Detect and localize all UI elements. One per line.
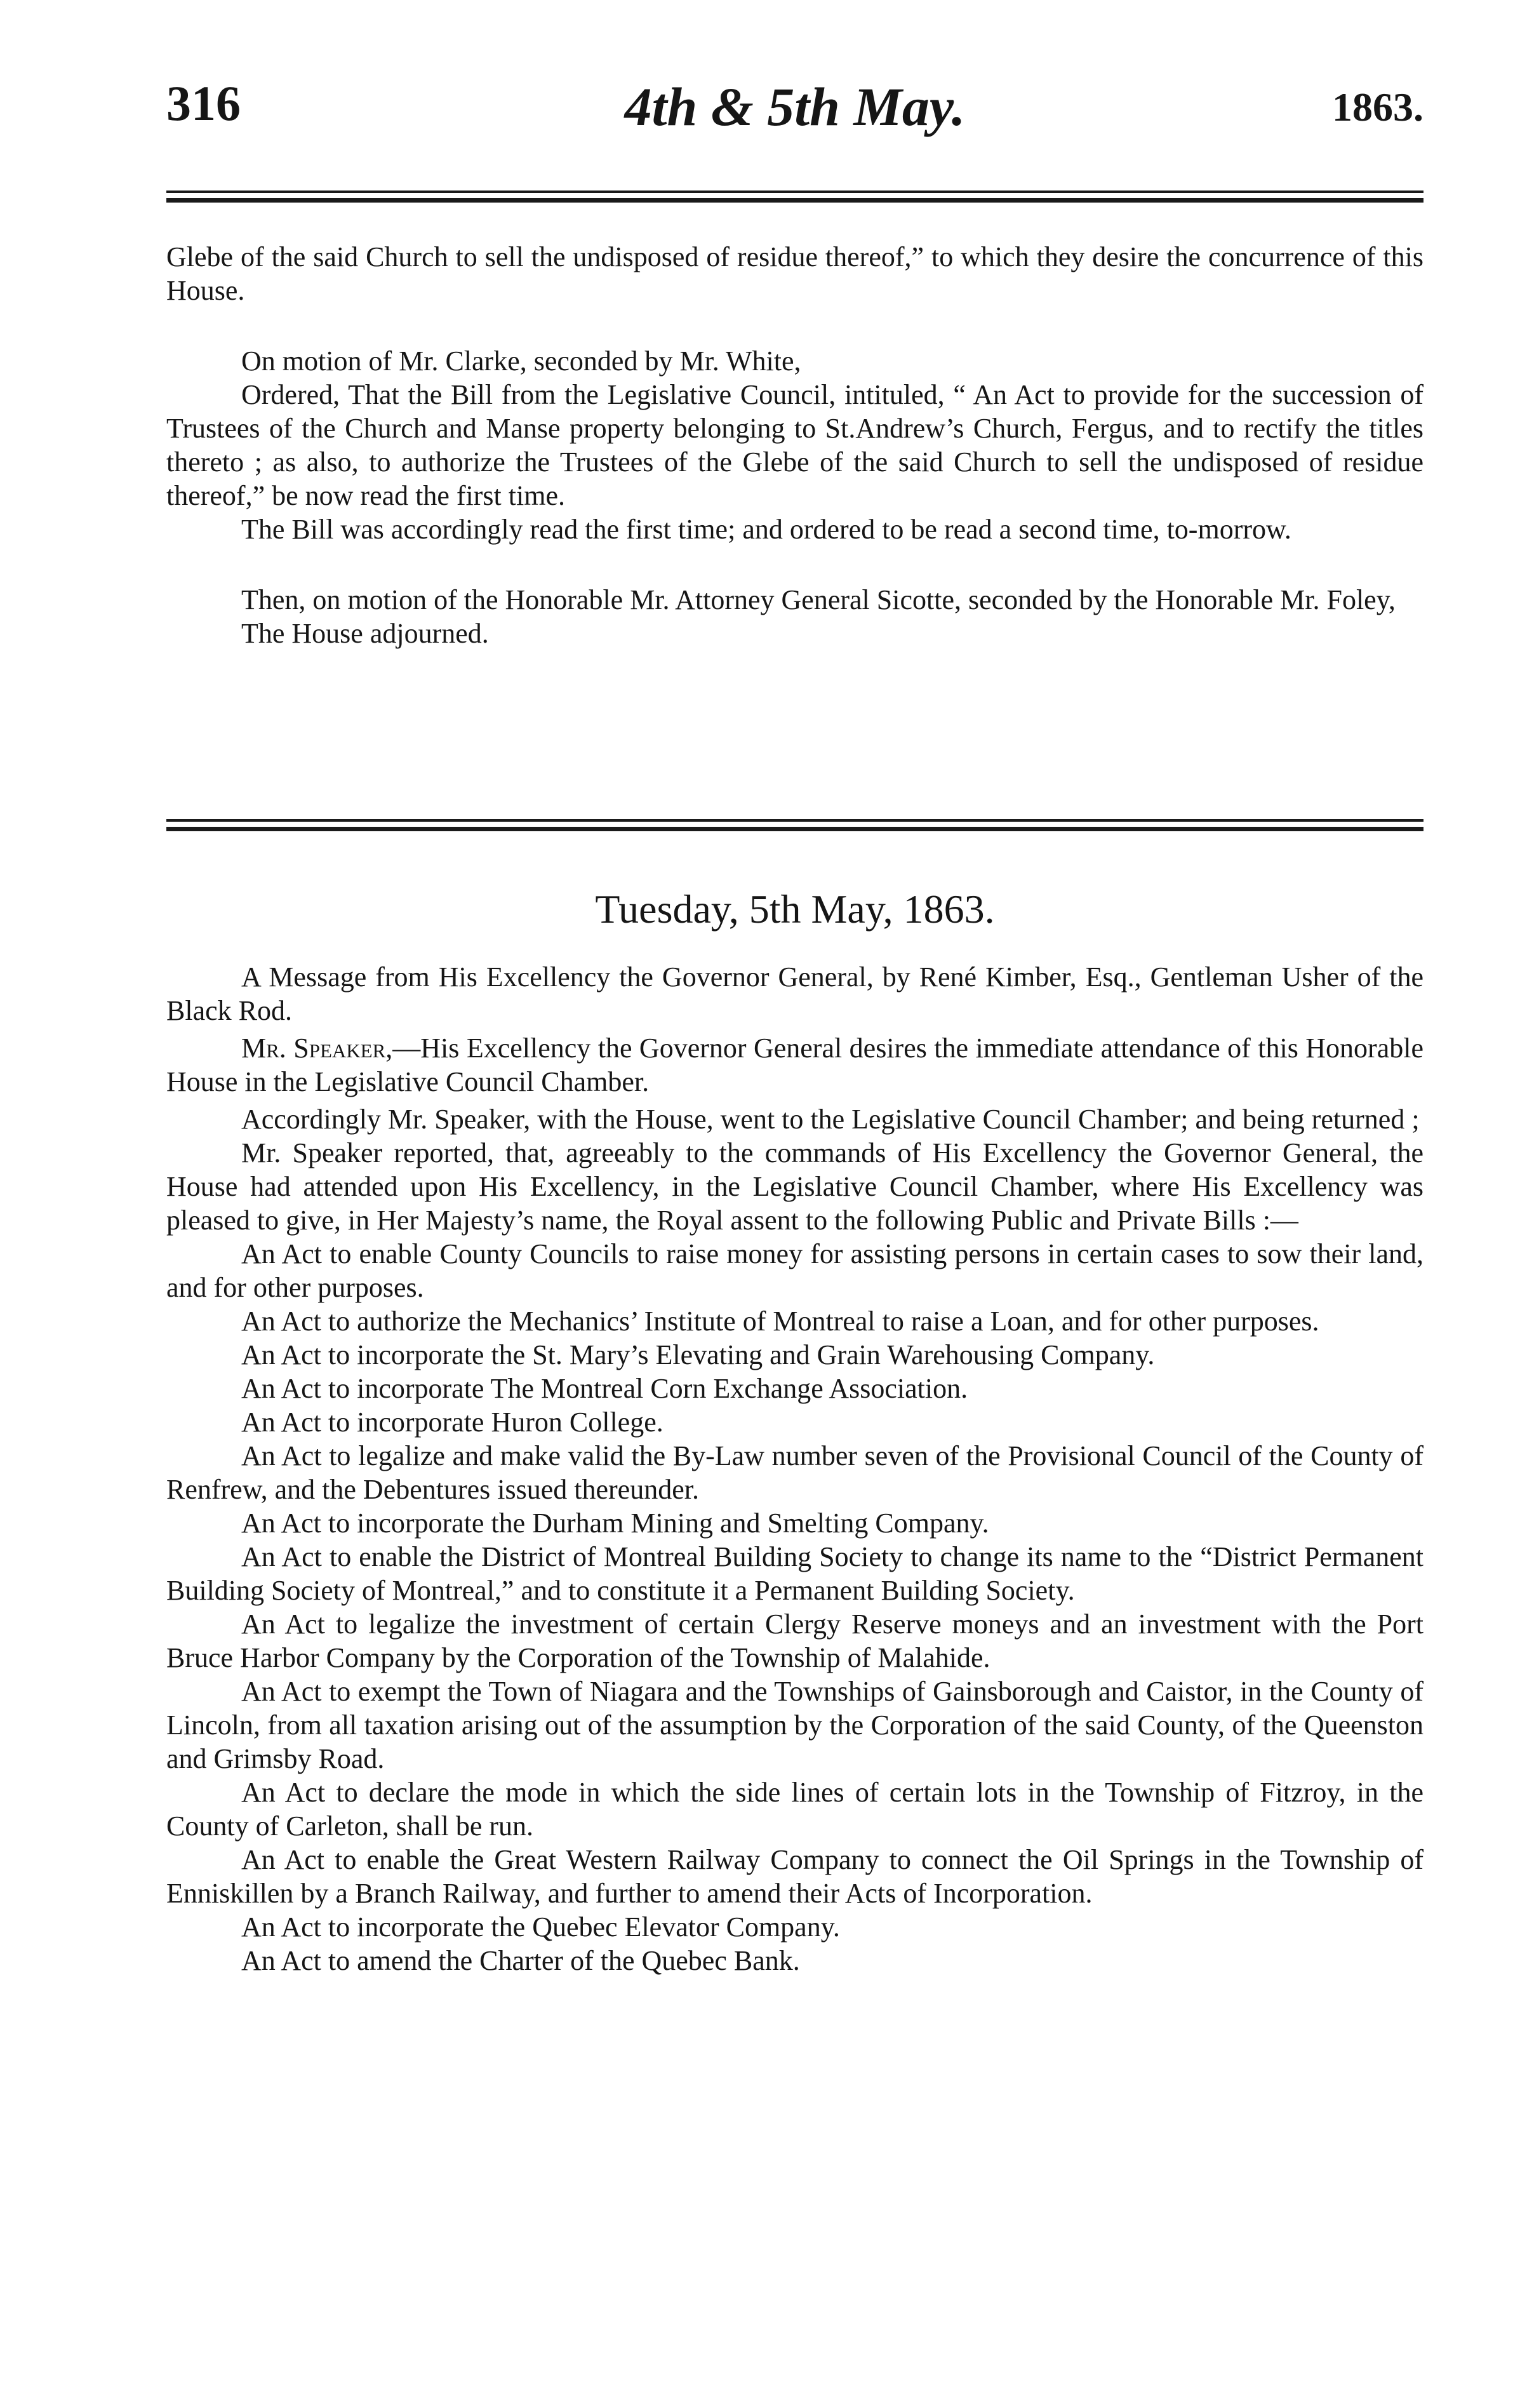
act-item: An Act to enable the Great Western Railway Company to connect the Oil Springs in the Township of Enniskillen by a Branch Railway, and further to amend their Acts of Incorporation.	[166, 1844, 1423, 1909]
adjourned-line: The House adjourned.	[241, 618, 489, 649]
adjourn-motion-paragraph: Then, on motion of the Honorable Mr. Attorney General Sicotte, seconded by the Honorable Mr. Foley,	[241, 584, 1396, 615]
header-rule	[166, 191, 1423, 208]
act-item: An Act to incorporate Huron College.	[241, 1407, 663, 1438]
act-item: An Act to incorporate The Montreal Corn Exchange Association.	[241, 1373, 968, 1404]
day-heading: Tuesday, 5th May, 1863.	[595, 886, 995, 932]
act-item: An Act to amend the Charter of the Quebec Bank.	[241, 1945, 800, 1976]
ordered-paragraph: Ordered, That the Bill from the Legislative Council, intituled, “ An Act to provide for the succession of Trustees of the Church and Manse property belonging to St.Andrew’s Church, Fergus, and to rectify the titles thereto ; as also, to authorize the Trustees of the Glebe of the said Church to sell the undisposed of residue thereof,” be now read the first time.	[166, 379, 1423, 511]
top-section	[166, 240, 1423, 650]
message-paragraph: A Message from His Excellency the Governor General, by René Kimber, Esq., Gentleman Usher of the Black Rod.	[166, 961, 1423, 1026]
speaker-paragraph	[166, 1031, 1423, 1099]
header-year: 1863.	[1332, 84, 1423, 130]
page-number: 316	[166, 76, 241, 131]
rule-line	[166, 827, 1423, 831]
motion-intro: On motion of Mr. Clarke, seconded by Mr. White,	[241, 345, 801, 377]
act-item: An Act to legalize and make valid the By-Law number seven of the Provisional Council of the County of Renfrew, and the Debentures issued thereunder.	[166, 1440, 1423, 1505]
act-item: An Act to exempt the Town of Niagara and the Townships of Gainsborough and Caistor, in the County of Lincoln, from all taxation arising out of the assumption by the Corporation of the said County, of the Queenston and Grimsby Road.	[166, 1676, 1423, 1774]
act-item: An Act to enable the District of Montreal Building Society to change its name to the “District Permanent Building Society of Montreal,” and to constitute it a Permanent Building Society.	[166, 1541, 1423, 1606]
act-item: An Act to authorize the Mechanics’ Institute of Montreal to raise a Loan, and for other purposes.	[241, 1306, 1319, 1337]
act-item: An Act to enable County Councils to raise money for assisting persons in certain cases to sow their land, and for other purposes.	[166, 1238, 1423, 1303]
act-item: An Act to incorporate the St. Mary’s Elevating and Grain Warehousing Company.	[241, 1339, 1155, 1370]
continuation-paragraph: Glebe of the said Church to sell the undisposed of residue thereof,” to which they desire the concurrence of this House.	[166, 241, 1423, 306]
rule-line	[166, 198, 1423, 203]
act-item: An Act to incorporate the Quebec Elevator Company.	[241, 1911, 840, 1943]
running-title: 4th & 5th May.	[624, 76, 966, 137]
read-first-paragraph: The Bill was accordingly read the first time; and ordered to be read a second time, to-morrow.	[241, 514, 1291, 545]
act-item: An Act to incorporate the Durham Mining and Smelting Company.	[241, 1508, 989, 1539]
reported-paragraph: Mr. Speaker reported, that, agreeably to the commands of His Excellency the Governor General, the House had attended upon His Excellency, in the Legislative Council Chamber, where His Excellency was pleased to give, in Her Majesty’s name, the Royal assent to the following Public and Private Bills :—	[166, 1137, 1423, 1236]
rule-line	[166, 191, 1423, 193]
section-rule	[166, 819, 1423, 836]
speaker-text: —His Excellency the Governor General desires the immediate attendance of this Honorable House in the Legislative Council Chamber.	[166, 1033, 1423, 1097]
rule-line	[166, 819, 1423, 822]
accordingly-paragraph: Accordingly Mr. Speaker, with the House, went to the Legislative Council Chamber; and being returned ;	[241, 1104, 1420, 1135]
act-item: An Act to declare the mode in which the side lines of certain lots in the Township of Fitzroy, in the County of Carleton, shall be run.	[166, 1777, 1423, 1842]
speaker-address: Mr. Speaker,	[241, 1033, 393, 1064]
day-section	[166, 960, 1423, 1977]
act-item: An Act to legalize the investment of certain Clergy Reserve moneys and an investment with the Port Bruce Harbor Company by the Corporation of the Township of Malahide.	[166, 1609, 1423, 1673]
page-header	[166, 75, 1423, 145]
